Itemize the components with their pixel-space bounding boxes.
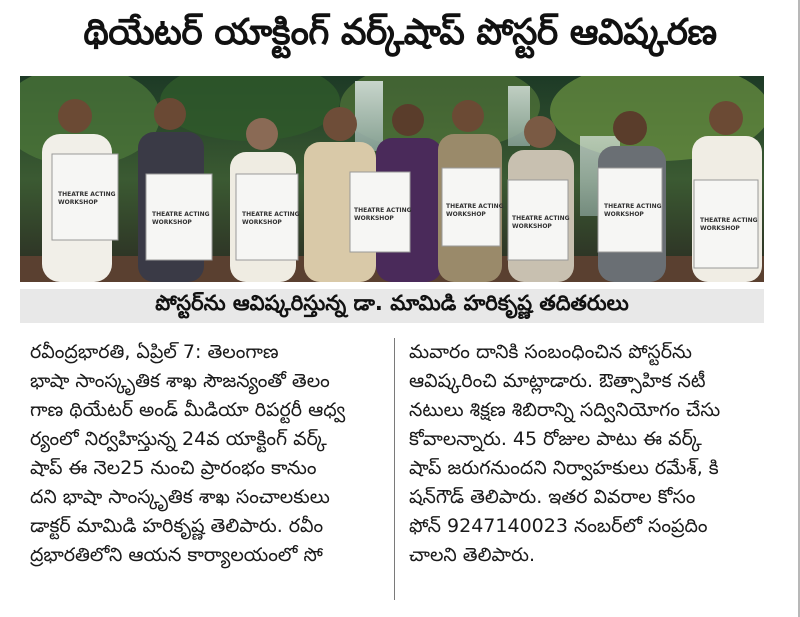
poster-subtitle-text: WORKSHOP (604, 211, 644, 218)
article-line: దని భాషా సాంస్కృతిక శాఖ సంచాలకులు (30, 486, 330, 508)
article-line: షాప్ ఈ నెల25 నుంచి ప్రారంభం కానుం (30, 457, 317, 479)
article-line: ఫోన్ 9247140023 నంబర్‌లో సంప్రదిం (409, 515, 708, 537)
article-column-2 (394, 338, 764, 600)
poster-subtitle-text: WORKSHOP (512, 223, 552, 230)
poster-title-text: THEATRE ACTING (242, 211, 300, 218)
article-line: ద్రభారతిలోని ఆయన కార్యాలయంలో సో (30, 544, 323, 566)
article-line: నటులు శిక్షణ శిబిరాన్ని సద్వినియోగం చేసు (409, 399, 721, 421)
article-line: రవీంద్రభారతి, ఏప్రిల్ 7: తెలంగాణ (30, 341, 279, 363)
article-line: షన్‌గౌడ్ తెలిపారు. ఇతర వివరాల కోసం (409, 486, 696, 508)
article-line: భాషా సాంస్కృతిక శాఖ సౌజన్యంతో తెలం (30, 370, 330, 392)
poster-title-text: THEATRE ACTING (58, 191, 116, 198)
article-line: షాప్ జరుగనుందని నిర్వాహకులు రమేశ్, కి (409, 457, 719, 479)
poster-subtitle-text: WORKSHOP (446, 211, 486, 218)
photo-caption: పోస్టర్‌ను ఆవిష్కరిస్తున్న డా. మామిడి హరికృష్ణ తదితరులు (20, 289, 764, 323)
poster-subtitle-text: WORKSHOP (354, 215, 394, 222)
poster-subtitle-text: WORKSHOP (58, 199, 98, 206)
headline: థియేటర్ యాక్టింగ్ వర్క్‌షాప్ పోస్టర్ ఆవిష్కరణ (83, 12, 717, 53)
poster-title-text: THEATRE ACTING (512, 215, 570, 222)
article-line: ర్యంలో నిర్వహిస్తున్న 24వ యాక్టింగ్ వర్క్ (30, 428, 327, 450)
poster-title-text: THEATRE ACTING (700, 217, 758, 224)
poster-subtitle-text: WORKSHOP (242, 219, 282, 226)
article-line: డాక్టర్ మామిడి హరికృష్ణ తెలిపారు. రవీం (30, 515, 324, 537)
group-photo-illustration (20, 76, 764, 282)
article-line: గాణ థియేటర్ అండ్ మీడియా రిపర్టరీ ఆధ్వ (30, 399, 346, 421)
article-line: ఆవిష్కరించి మాట్లాడారు. ఔత్సాహిక నటీ (409, 370, 706, 392)
article-line: చాలని తెలిపారు. (409, 544, 535, 566)
poster-subtitle-text: WORKSHOP (700, 225, 740, 232)
article-body (24, 338, 764, 600)
poster-title-text: THEATRE ACTING (354, 207, 412, 214)
poster-title-text: THEATRE ACTING (152, 211, 210, 218)
article-column-1 (24, 338, 394, 600)
event-photo (20, 76, 764, 282)
article-line: మవారం దానికి సంబంధించిన పోస్టర్‌ను (409, 341, 692, 363)
poster-subtitle-text: WORKSHOP (152, 219, 192, 226)
article-line: కోవాలన్నారు. 45 రోజుల పాటు ఈ వర్క్ (409, 428, 702, 450)
poster-title-text: THEATRE ACTING (604, 203, 662, 210)
poster-title-text: THEATRE ACTING (446, 203, 504, 210)
